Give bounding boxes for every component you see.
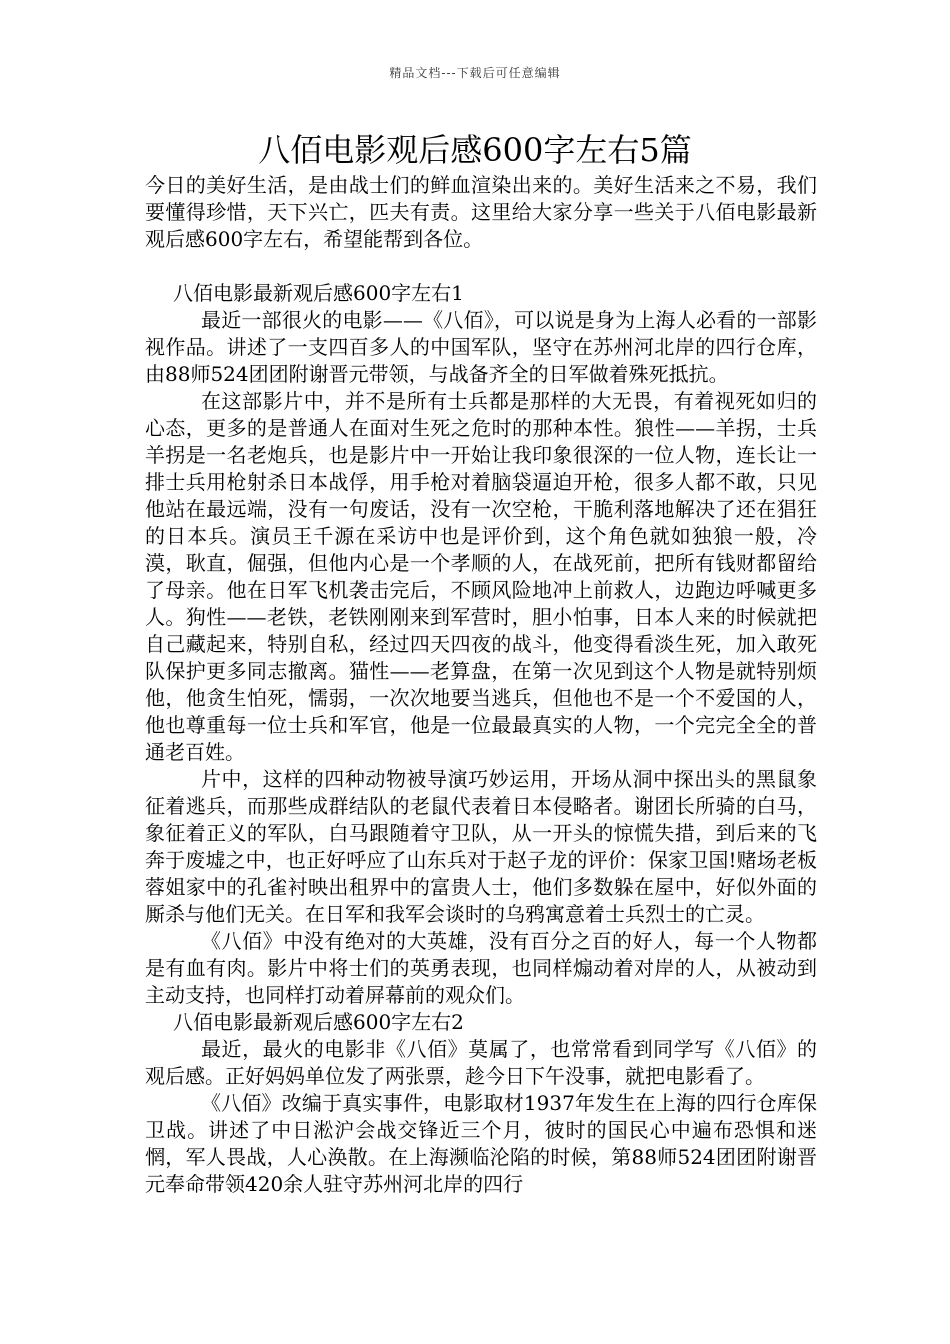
paragraph: 《八佰》中没有绝对的大英雄，没有百分之百的好人，每一个人物都是有血有肉。影片中将士们的英勇表现，也同样煽动着对岸的人，从被动到主动支持，也同样打动着屏幕前的观众们。 (145, 929, 817, 1007)
intro-paragraph: 今日的美好生活，是由战士们的鲜血渲染出来的。美好生活来之不易，我们要懂得珍惜，天下兴亡，匹夫有责。这里给大家分享一些关于八佰电影最新观后感600字左右，希望能帮到各位。 (145, 173, 817, 251)
paragraph: 最近，最火的电影非《八佰》莫属了，也常常看到同学写《八佰》的观后感。正好妈妈单位发了两张票，趁今日下午没事，就把电影看了。 (145, 1037, 817, 1088)
paragraph: 《八佰》改编于真实事件，电影取材1937年发生在上海的四行仓库保卫战。讲述了中日淞沪会战交锋近三个月，彼时的国民心中遍布恐惧和迷惘，军人畏战，人心涣散。在上海濒临沦陷的时候，第88师524团团附谢晋元奉命带领420余人驻守苏州河北岸的四行 (145, 1091, 817, 1196)
spacer (145, 253, 817, 280)
header-note: 精品文档---下载后可任意编辑 (389, 66, 561, 80)
paragraph: 在这部影片中，并不是所有士兵都是那样的大无畏，有着视死如归的心态，更多的是普通人在面对生死之危时的那种本性。狼性——羊拐，士兵羊拐是一名老炮兵，也是影片中一开始让我印象很深的一位人物，连长让一排士兵用枪射杀日本战俘，用手枪对着脑袋逼迫开枪，很多人都不敢，只见他站在最远端，没有一句废话，没有一次空枪，干脆利落地解决了还在猖狂的日本兵。演员王千源在采访中也是评价到，这个角色就如独狼一般，冷漠，耿直，倔强，但他内心是一个孝顺的人，在战死前，把所有钱财都留给了母亲。他在日军飞机袭击完后，不顾风险地冲上前救人，边跑边呼喊更多人。狗性——老铁，老铁刚刚来到军营时，胆小怕事，日本人来的时候就把自己藏起来，特别自私，经过四天四夜的战斗，他变得看淡生死，加入敢死队保护更多同志撤离。猫性——老算盘，在第一次见到这个人物是就特别烦他，他贪生怕死，懦弱，一次次地要当逃兵，但他也不是一个不爱国的人，他也尊重每一位士兵和军官，他是一位最最真实的人物，一个完完全全的普通老百姓。 (145, 389, 817, 764)
section-heading: 八佰电影最新观后感600字左右1 (173, 281, 464, 305)
paragraph: 片中，这样的四种动物被导演巧妙运用，开场从洞中探出头的黑鼠象征着逃兵，而那些成群结队的老鼠代表着日本侵略者。谢团长所骑的白马，象征着正义的军队，白马跟随着守卫队，从一开头的惊慌失措，到后来的飞奔于废墟之中，也正好呼应了山东兵对于赵子龙的评价：保家卫国!赌场老板蓉姐家中的孔雀衬映出租界中的富贵人士，他们多数躲在屋中，好似外面的厮杀与他们无关。在日军和我军会谈时的乌鸦寓意着士兵烈士的亡灵。 (145, 767, 817, 926)
section-heading: 八佰电影最新观后感600字左右2 (173, 1010, 464, 1034)
paragraph: 最近一部很火的电影——《八佰》，可以说是身为上海人必看的一部影视作品。讲述了一支四百多人的中国军队，坚守在苏州河北岸的四行仓库，由88师524团团附谢晋元带领，与战备齐全的日军做着殊死抵抗。 (145, 308, 817, 386)
page-title: 八佰电影观后感600字左右5篇 (258, 131, 692, 169)
article-body (145, 172, 817, 1198)
